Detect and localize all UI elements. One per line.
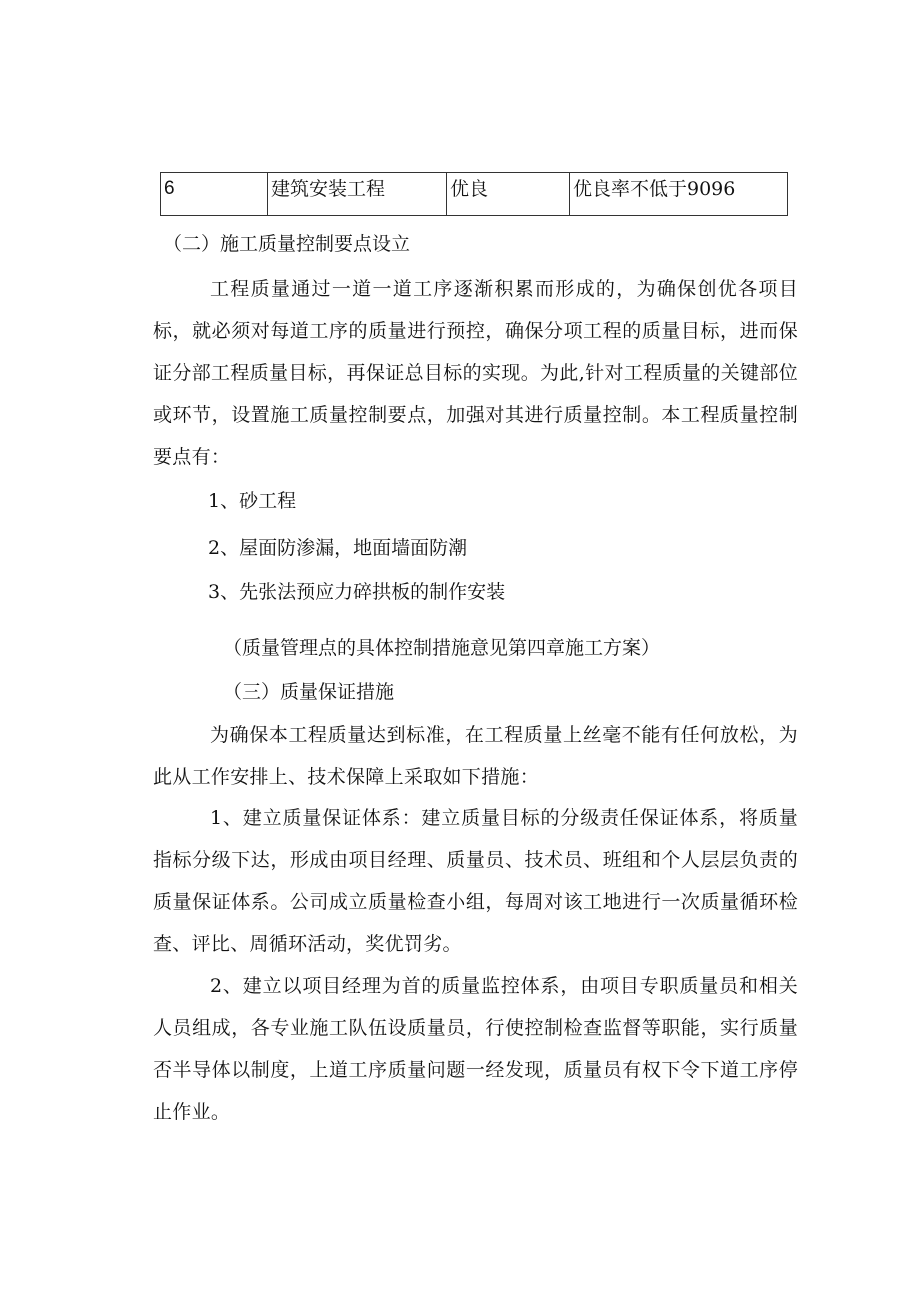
table-cell-project: 建筑安装工程 xyxy=(268,173,447,216)
list-item: 3、先张法预应力碎拱板的制作安装 xyxy=(208,581,506,603)
table-cell-requirement: 优良率不低于9096 xyxy=(570,173,788,216)
table-cell-grade: 优良 xyxy=(447,173,570,216)
section2-paragraph: 工程质量通过一道一道工序逐渐积累而形成的，为确保创优各项目标，就必须对每道工序的质量进行预控，确保分项工程的质量目标，进而保证分部工程质量目标，再保证总目标的实现。为此,针对工程质量的关键部位或环节，设置施工质量控制要点，加强对其进行质量控制。本工程质量控制要点有： xyxy=(153,278,798,468)
section2-heading: （二）施工质量控制要点设立 xyxy=(163,233,411,255)
table-cell-number: 6 xyxy=(161,173,268,216)
measure-2-paragraph: 2、建立以项目经理为首的质量监控体系，由项目专职质量员和相关人员组成，各专业施工队伍设质量员，行使控制检查监督等职能，实行质量否半导体以制度，上道工序质量问题一经发现，质量员有权下令下道工序停止作业。 xyxy=(153,975,798,1123)
quality-target-table xyxy=(160,172,788,216)
section3-intro: 为确保本工程质量达到标准，在工程质量上丝毫不能有任何放松，为此从工作安排上、技术保障上采取如下措施： xyxy=(153,724,798,788)
section3-heading: （三）质量保证措施 xyxy=(223,681,395,703)
measure-1-paragraph: 1、建立质量保证体系：建立质量目标的分级责任保证体系，将质量指标分级下达，形成由项目经理、质量员、技术员、班组和个人层层负责的质量保证体系。公司成立质量检查小组，每周对该工地进行一次质量循环检查、评比、周循环活动，奖优罚劣。 xyxy=(153,807,798,955)
table-row xyxy=(161,173,788,216)
section2-note: （质量管理点的具体控制措施意见第四章施工方案） xyxy=(223,637,661,659)
list-item: 2、屋面防渗漏，地面墙面防潮 xyxy=(208,537,468,559)
list-item: 1、砂工程 xyxy=(208,490,297,512)
